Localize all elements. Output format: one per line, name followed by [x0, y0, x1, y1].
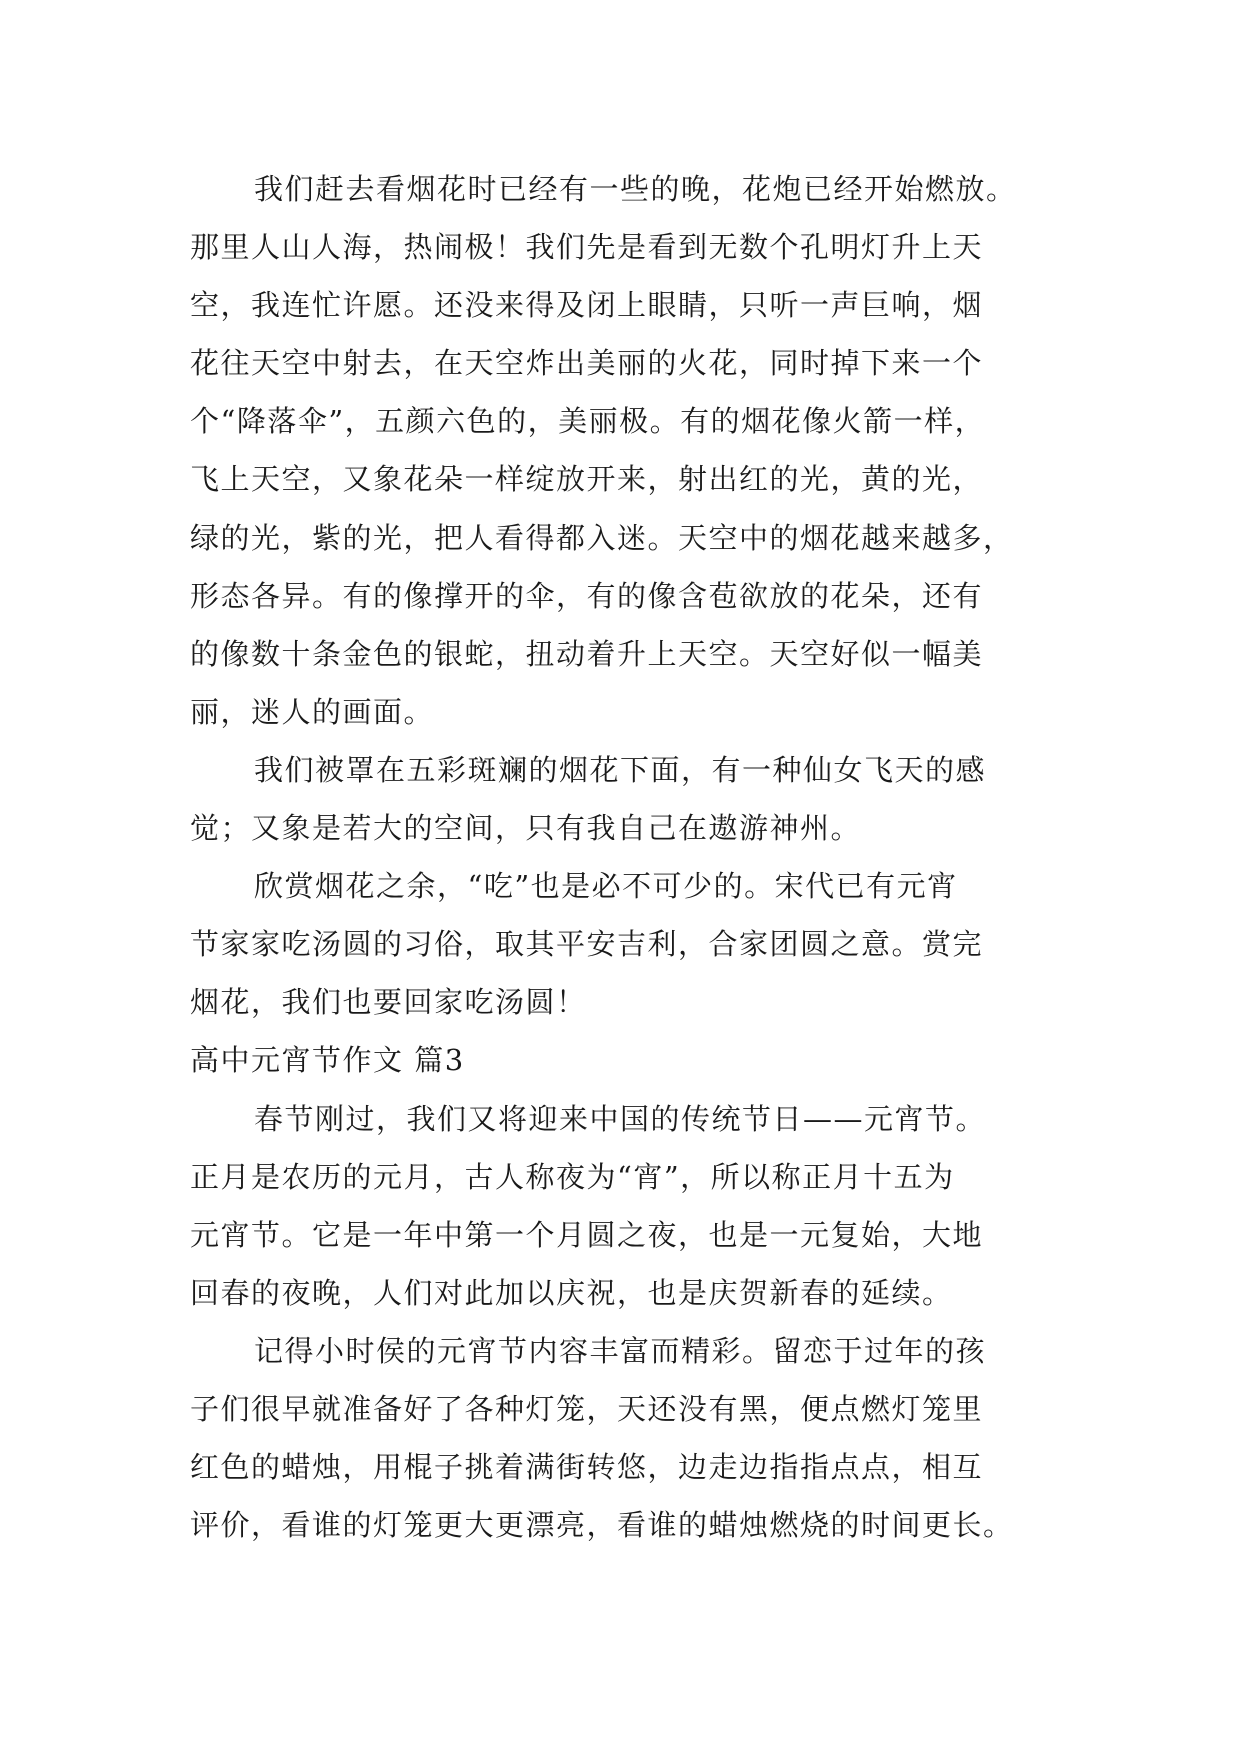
text-line: 记得小时侯的元宵节内容丰富而精彩。留恋于过年的孩: [254, 1333, 987, 1368]
paragraph-introduction: [190, 1090, 1110, 1322]
text-line: 那里人山人海，热闹极！我们先是看到无数个孔明灯升上天: [190, 230, 984, 265]
text-line: 元宵节。它是一年中第一个月圆之夜，也是一元复始，大地: [190, 1217, 984, 1252]
text-line: 节家家吃汤圆的习俗，取其平安吉利，合家团圆之意。赏完: [190, 927, 984, 962]
text-line: 花往天空中射去，在天空炸出美丽的火花，同时掉下来一个: [190, 346, 984, 381]
section-heading: 高中元宵节作文 篇3: [190, 1043, 465, 1078]
text-line: 形态各异。有的像撑开的伞，有的像含苞欲放的花朵，还有: [190, 578, 984, 613]
text-line: 飞上天空，又象花朵一样绽放开来，射出红的光，黄的光，: [190, 462, 984, 497]
text-line: 丽，迷人的画面。: [190, 694, 435, 729]
paragraph-feeling: [190, 741, 1110, 857]
text-line: 欣赏烟花之余，“吃”也是必不可少的。宋代已有元宵: [254, 869, 958, 904]
text-line: 评价，看谁的灯笼更大更漂亮，看谁的蜡烛燃烧的时间更长。: [190, 1508, 1014, 1543]
paragraph-tangyuan: [190, 857, 1110, 1031]
text-line: 空，我连忙许愿。还没来得及闭上眼睛，只听一声巨响，烟: [190, 288, 984, 323]
text-line: 绿的光，紫的光，把人看得都入迷。天空中的烟花越来越多，: [190, 520, 1014, 555]
text-line: 回春的夜晚，人们对此加以庆祝，也是庆贺新春的延续。: [190, 1275, 953, 1310]
text-line: 春节刚过，我们又将迎来中国的传统节日——元宵节。: [254, 1101, 987, 1136]
text-line: 我们赶去看烟花时已经有一些的晚，花炮已经开始燃放。: [254, 172, 1017, 206]
document-body: [190, 160, 1110, 1554]
text-line: 烟花，我们也要回家吃汤圆！: [190, 985, 587, 1020]
text-line: 个“降落伞”，五颜六色的，美丽极。有的烟花像火箭一样，: [190, 404, 986, 439]
paragraph-lanterns: [190, 1322, 1110, 1554]
text-line: 我们被罩在五彩斑斓的烟花下面，有一种仙女飞天的感: [254, 752, 987, 787]
text-line: 觉；又象是若大的空间，只有我自己在遨游神州。: [190, 811, 862, 846]
paragraph-fireworks: [190, 160, 1110, 741]
text-line: 子们很早就准备好了各种灯笼，天还没有黑，便点燃灯笼里: [190, 1391, 984, 1426]
text-line: 红色的蜡烛，用棍子挑着满街转悠，边走边指指点点，相互: [190, 1450, 984, 1485]
text-line: 正月是农历的元月，古人称夜为“宵”，所以称正月十五为: [190, 1159, 955, 1194]
text-line: 的像数十条金色的银蛇，扭动着升上天空。天空好似一幅美: [190, 636, 984, 671]
